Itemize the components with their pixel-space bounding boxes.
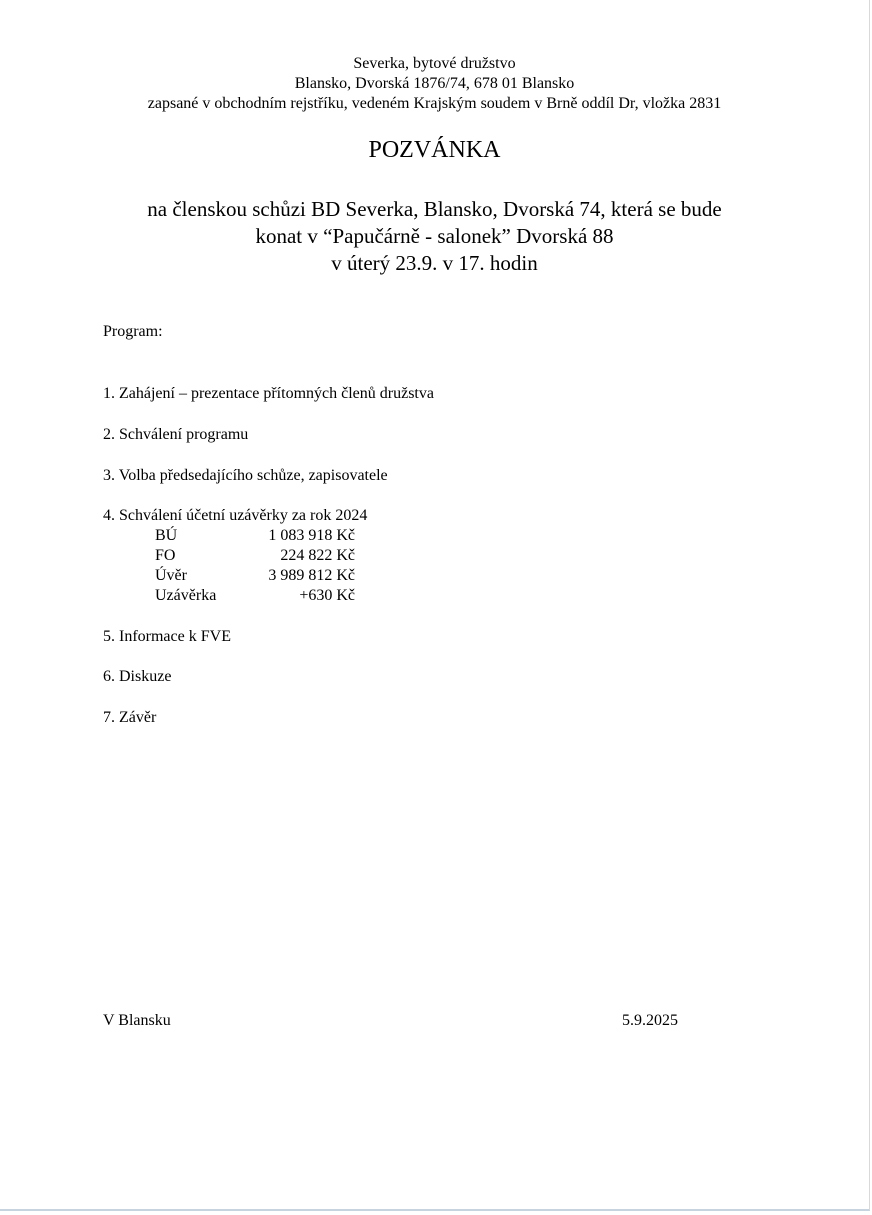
program-item-7: 7. Závěr — [103, 709, 157, 726]
page-title: POZVÁNKA — [368, 137, 501, 163]
subtitle-line-1: na členskou schůzi BD Severka, Blansko, Dvorská 74, která se bude — [147, 197, 722, 221]
financial-value: 3 989 812 Kč — [268, 567, 355, 584]
header-registry: zapsané v obchodním rejstříku, vedeném Krajským soudem v Brně oddíl Dr, vložka 2831 — [147, 95, 722, 112]
financial-value: +630 Kč — [299, 587, 355, 604]
financial-row — [155, 586, 355, 606]
program-item-4: 4. Schválení účetní uzávěrky za rok 2024 — [103, 507, 368, 524]
program-item-3: 3. Volba předsedajícího schůze, zapisovatele — [103, 467, 388, 484]
financial-row — [155, 566, 355, 586]
financial-row — [155, 526, 355, 546]
program-item-6: 6. Diskuze — [103, 668, 172, 685]
program-label: Program: — [103, 323, 163, 340]
financial-value: 1 083 918 Kč — [268, 527, 355, 544]
invitation-subtitle — [0, 196, 869, 277]
financial-row — [155, 546, 355, 566]
financial-label: Uzávěrka — [155, 587, 217, 604]
header — [0, 54, 869, 114]
financial-label: Úvěr — [155, 567, 187, 584]
financial-label: FO — [155, 547, 176, 564]
program-item-1: 1. Zahájení – prezentace přítomných členů družstva — [103, 385, 434, 402]
footer-place: V Blansku — [103, 1012, 171, 1029]
financial-label: BÚ — [155, 527, 178, 544]
subtitle-line-3: v úterý 23.9. v 17. hodin — [331, 251, 538, 275]
footer-date: 5.9.2025 — [622, 1012, 678, 1029]
program-item-5: 5. Informace k FVE — [103, 628, 231, 645]
program-item-2: 2. Schválení programu — [103, 426, 249, 443]
financials-table — [155, 526, 355, 606]
subtitle-line-2: konat v “Papučárně - salonek” Dvorská 88 — [255, 224, 614, 248]
header-org-name: Severka, bytové družstvo — [353, 55, 516, 72]
header-address: Blansko, Dvorská 1876/74, 678 01 Blansko — [294, 75, 575, 92]
financial-value: 224 822 Kč — [280, 547, 355, 564]
